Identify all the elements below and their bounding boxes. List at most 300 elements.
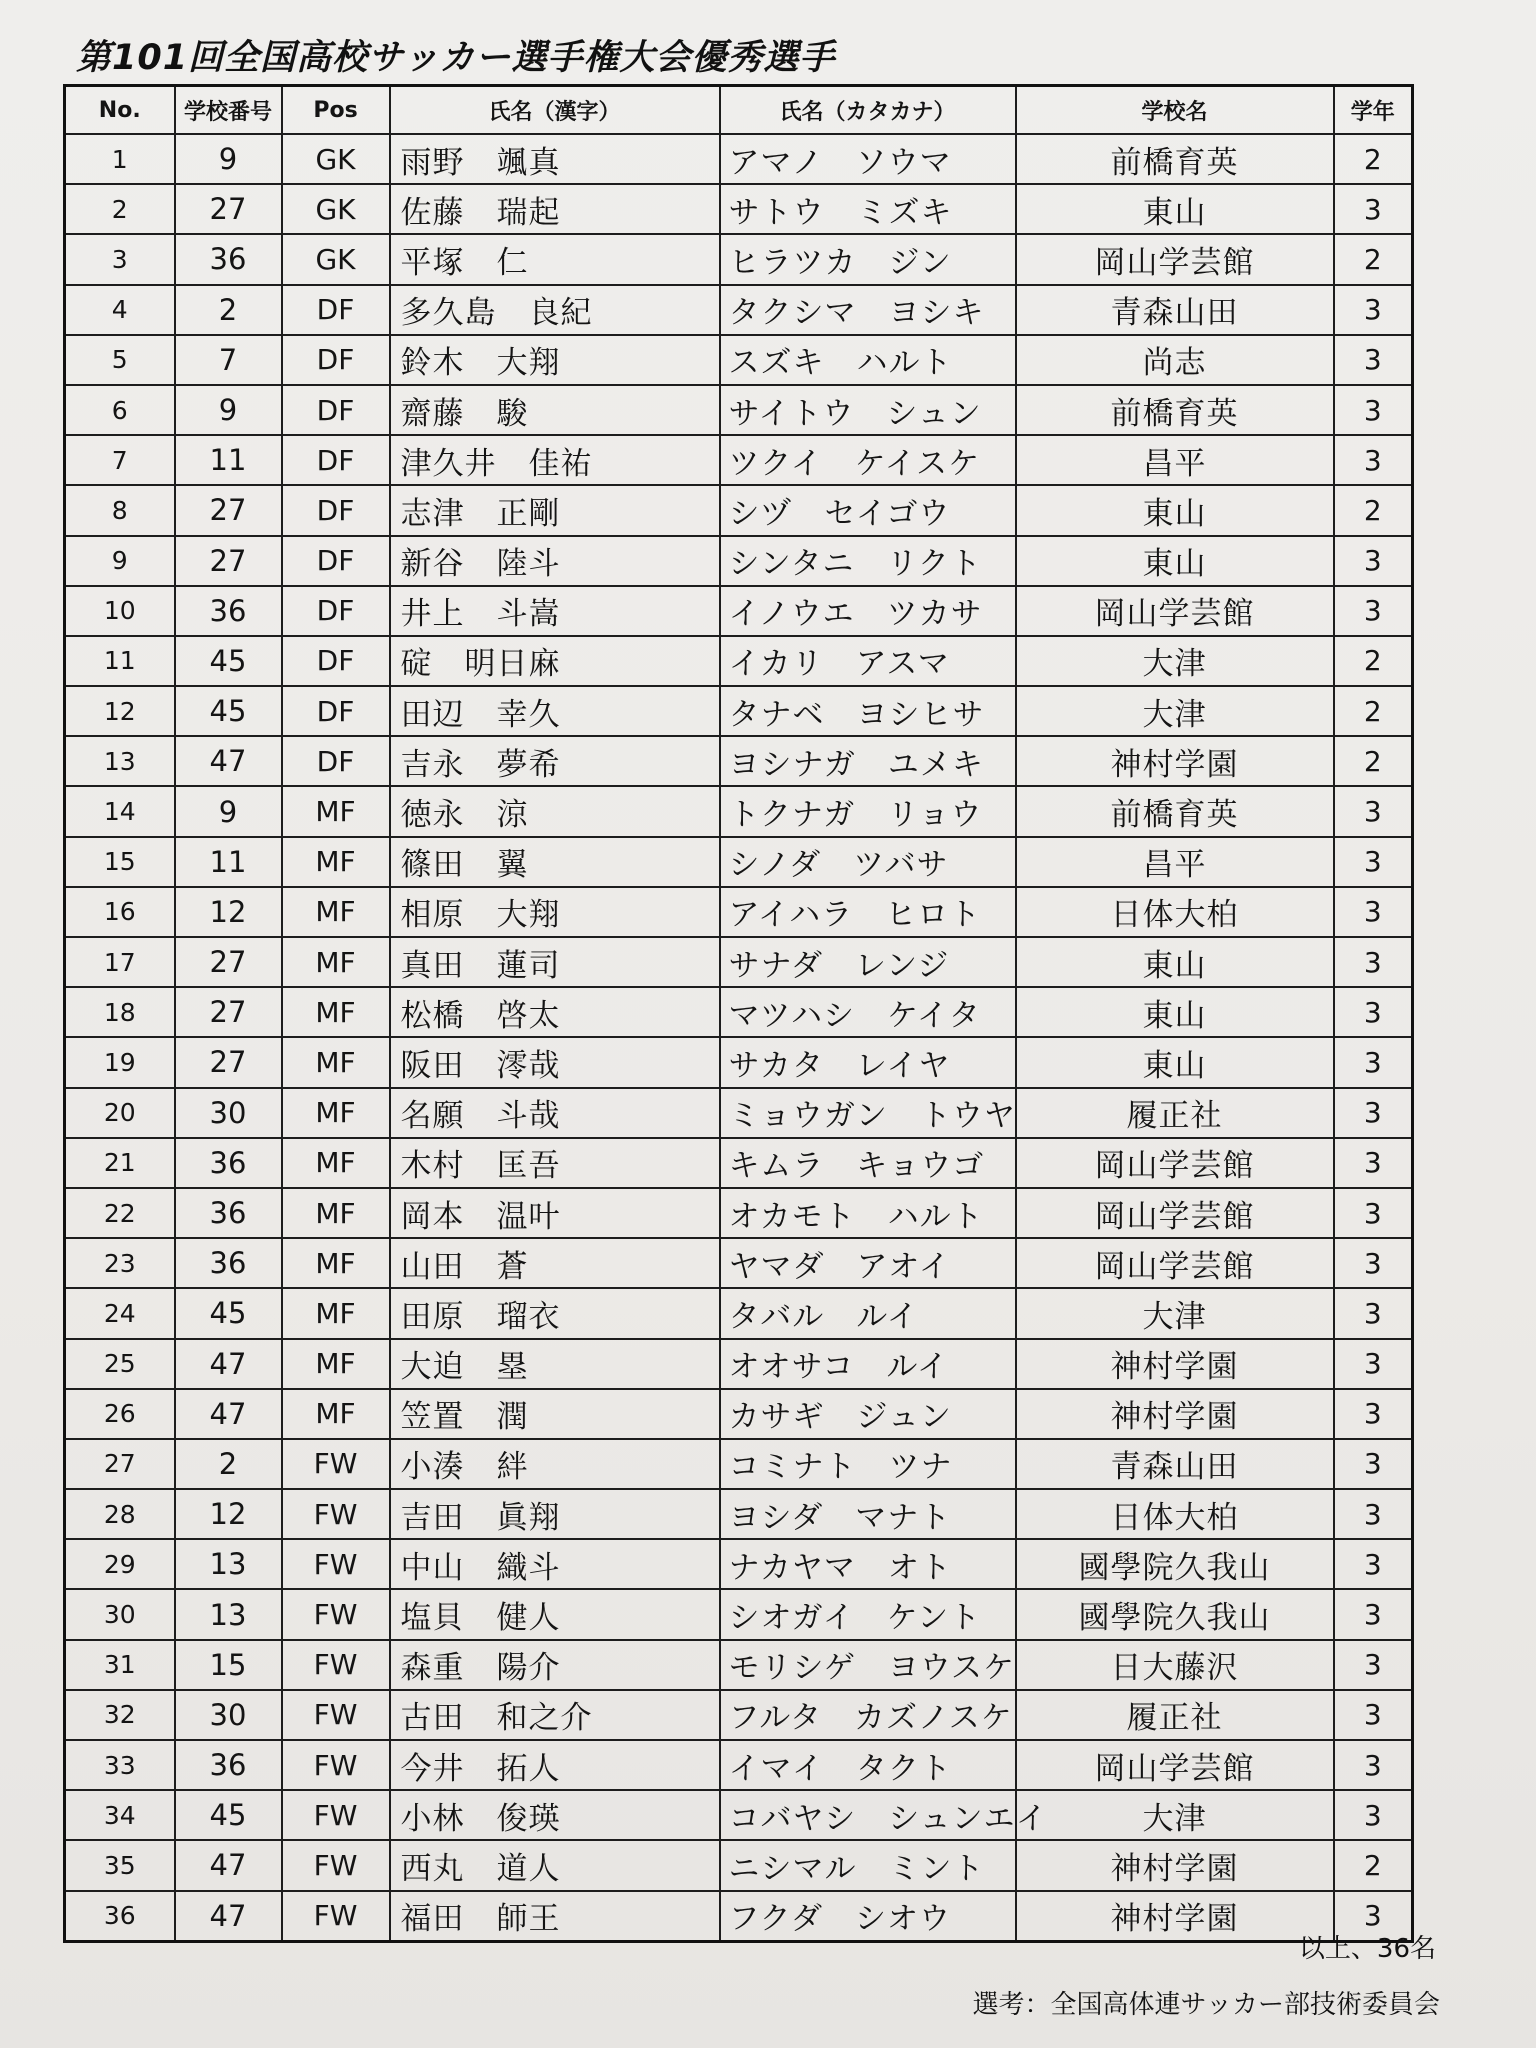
cell-grade: 3 xyxy=(1334,1539,1413,1589)
cell-name-kana: ツクイ ケイスケ xyxy=(720,435,1016,485)
cell-school-number: 9 xyxy=(175,385,282,435)
cell-school: 昌平 xyxy=(1016,435,1334,485)
cell-no: 1 xyxy=(65,134,175,184)
cell-name-kanji: 相原 大翔 xyxy=(390,887,720,937)
cell-name-kanji: 多久島 良紀 xyxy=(390,285,720,335)
table-row xyxy=(65,686,1413,736)
cell-name-kana: イノウエ ツカサ xyxy=(720,586,1016,636)
cell-pos: DF xyxy=(282,736,390,786)
cell-name-kanji: 山田 蒼 xyxy=(390,1238,720,1288)
cell-name-kanji: 小林 俊瑛 xyxy=(390,1790,720,1840)
cell-grade: 3 xyxy=(1334,1439,1413,1489)
cell-school-number: 36 xyxy=(175,1138,282,1188)
players-table xyxy=(63,84,1414,1943)
cell-pos: GK xyxy=(282,134,390,184)
cell-pos: FW xyxy=(282,1891,390,1942)
cell-no: 16 xyxy=(65,887,175,937)
cell-name-kana: ヨシダ マナト xyxy=(720,1489,1016,1539)
cell-name-kanji: 碇 明日麻 xyxy=(390,636,720,686)
cell-pos: MF xyxy=(282,937,390,987)
cell-pos: MF xyxy=(282,1138,390,1188)
cell-no: 18 xyxy=(65,987,175,1037)
cell-no: 10 xyxy=(65,586,175,636)
table-row xyxy=(65,1740,1413,1790)
cell-no: 17 xyxy=(65,937,175,987)
table-row xyxy=(65,536,1413,586)
cell-school-number: 13 xyxy=(175,1539,282,1589)
cell-grade: 3 xyxy=(1334,1640,1413,1690)
cell-name-kanji: 森重 陽介 xyxy=(390,1640,720,1690)
cell-pos: MF xyxy=(282,1238,390,1288)
cell-no: 2 xyxy=(65,184,175,234)
cell-no: 22 xyxy=(65,1188,175,1238)
cell-pos: DF xyxy=(282,536,390,586)
cell-name-kanji: 真田 蓮司 xyxy=(390,937,720,987)
cell-name-kanji: 吉永 夢希 xyxy=(390,736,720,786)
cell-no: 5 xyxy=(65,335,175,385)
cell-school-number: 47 xyxy=(175,1840,282,1890)
cell-name-kanji: 中山 織斗 xyxy=(390,1539,720,1589)
cell-grade: 3 xyxy=(1334,385,1413,435)
cell-pos: MF xyxy=(282,786,390,836)
cell-school: 岡山学芸館 xyxy=(1016,1138,1334,1188)
cell-grade: 3 xyxy=(1334,887,1413,937)
table-row xyxy=(65,1439,1413,1489)
cell-school-number: 45 xyxy=(175,1288,282,1338)
cell-no: 6 xyxy=(65,385,175,435)
cell-school-number: 13 xyxy=(175,1589,282,1639)
cell-grade: 3 xyxy=(1334,435,1413,485)
table-header-row xyxy=(65,86,1413,135)
cell-school-number: 36 xyxy=(175,1238,282,1288)
cell-grade: 3 xyxy=(1334,786,1413,836)
table-row xyxy=(65,1188,1413,1238)
cell-no: 19 xyxy=(65,1037,175,1087)
cell-school-number: 45 xyxy=(175,636,282,686)
cell-name-kanji: 福田 師王 xyxy=(390,1891,720,1942)
table-row xyxy=(65,1389,1413,1439)
table-row xyxy=(65,1288,1413,1338)
cell-no: 28 xyxy=(65,1489,175,1539)
cell-school: 國學院久我山 xyxy=(1016,1589,1334,1639)
cell-school: 神村学園 xyxy=(1016,1389,1334,1439)
cell-pos: GK xyxy=(282,234,390,284)
cell-pos: MF xyxy=(282,837,390,887)
cell-name-kanji: 齋藤 駿 xyxy=(390,385,720,435)
cell-name-kana: シオガイ ケント xyxy=(720,1589,1016,1639)
selection-committee-note: 選考：全国高体連サッカー部技術委員会 xyxy=(972,1990,1440,2020)
cell-name-kanji: 岡本 温叶 xyxy=(390,1188,720,1238)
cell-no: 7 xyxy=(65,435,175,485)
cell-name-kana: オオサコ ルイ xyxy=(720,1339,1016,1389)
cell-school: 前橋育英 xyxy=(1016,786,1334,836)
cell-name-kana: サカタ レイヤ xyxy=(720,1037,1016,1087)
cell-no: 9 xyxy=(65,536,175,586)
cell-name-kana: タバル ルイ xyxy=(720,1288,1016,1338)
cell-school: 東山 xyxy=(1016,485,1334,535)
cell-name-kana: イマイ タクト xyxy=(720,1740,1016,1790)
cell-name-kanji: 新谷 陸斗 xyxy=(390,536,720,586)
cell-name-kana: タクシマ ヨシキ xyxy=(720,285,1016,335)
cell-no: 4 xyxy=(65,285,175,335)
cell-grade: 3 xyxy=(1334,1288,1413,1338)
cell-school-number: 9 xyxy=(175,134,282,184)
table-row xyxy=(65,1088,1413,1138)
cell-grade: 2 xyxy=(1334,234,1413,284)
cell-pos: FW xyxy=(282,1589,390,1639)
table-row xyxy=(65,586,1413,636)
cell-school-number: 12 xyxy=(175,1489,282,1539)
table-row xyxy=(65,937,1413,987)
cell-pos: FW xyxy=(282,1489,390,1539)
cell-name-kanji: 井上 斗嵩 xyxy=(390,586,720,636)
cell-no: 34 xyxy=(65,1790,175,1840)
cell-school: 大津 xyxy=(1016,1790,1334,1840)
cell-name-kana: ヤマダ アオイ xyxy=(720,1238,1016,1288)
table-row xyxy=(65,285,1413,335)
cell-name-kana: タナベ ヨシヒサ xyxy=(720,686,1016,736)
cell-grade: 3 xyxy=(1334,1790,1413,1840)
cell-name-kana: アイハラ ヒロト xyxy=(720,887,1016,937)
cell-school: 前橋育英 xyxy=(1016,134,1334,184)
cell-school: 日体大柏 xyxy=(1016,887,1334,937)
cell-no: 36 xyxy=(65,1891,175,1942)
cell-no: 32 xyxy=(65,1690,175,1740)
cell-grade: 3 xyxy=(1334,1188,1413,1238)
cell-school: 日大藤沢 xyxy=(1016,1640,1334,1690)
cell-name-kanji: 名願 斗哉 xyxy=(390,1088,720,1138)
cell-name-kana: サトウ ミズキ xyxy=(720,184,1016,234)
cell-school: 日体大柏 xyxy=(1016,1489,1334,1539)
table-row xyxy=(65,1138,1413,1188)
table-row xyxy=(65,1891,1413,1942)
cell-name-kanji: 松橋 啓太 xyxy=(390,987,720,1037)
cell-school-number: 2 xyxy=(175,285,282,335)
cell-school-number: 9 xyxy=(175,786,282,836)
table-row xyxy=(65,1339,1413,1389)
players-table-wrapper xyxy=(63,84,1411,1943)
cell-name-kana: トクナガ リョウ xyxy=(720,786,1016,836)
table-row xyxy=(65,1238,1413,1288)
cell-grade: 2 xyxy=(1334,736,1413,786)
cell-no: 27 xyxy=(65,1439,175,1489)
cell-school: 神村学園 xyxy=(1016,1339,1334,1389)
cell-school: 履正社 xyxy=(1016,1088,1334,1138)
cell-school-number: 30 xyxy=(175,1690,282,1740)
cell-school: 昌平 xyxy=(1016,837,1334,887)
cell-school: 東山 xyxy=(1016,1037,1334,1087)
cell-name-kana: サナダ レンジ xyxy=(720,937,1016,987)
cell-name-kana: シヅ セイゴウ xyxy=(720,485,1016,535)
cell-school-number: 2 xyxy=(175,1439,282,1489)
cell-pos: FW xyxy=(282,1690,390,1740)
cell-school-number: 36 xyxy=(175,1188,282,1238)
cell-name-kanji: 志津 正剛 xyxy=(390,485,720,535)
cell-school-number: 47 xyxy=(175,1891,282,1942)
cell-no: 3 xyxy=(65,234,175,284)
header-school-number: 学校番号 xyxy=(175,86,282,135)
cell-no: 23 xyxy=(65,1238,175,1288)
cell-name-kanji: 笠置 潤 xyxy=(390,1389,720,1439)
cell-name-kanji: 徳永 涼 xyxy=(390,786,720,836)
cell-pos: DF xyxy=(282,586,390,636)
cell-school: 東山 xyxy=(1016,536,1334,586)
cell-grade: 3 xyxy=(1334,987,1413,1037)
cell-name-kana: コミナト ツナ xyxy=(720,1439,1016,1489)
cell-no: 24 xyxy=(65,1288,175,1338)
cell-no: 21 xyxy=(65,1138,175,1188)
cell-school: 岡山学芸館 xyxy=(1016,1740,1334,1790)
cell-grade: 3 xyxy=(1334,937,1413,987)
cell-pos: MF xyxy=(282,1188,390,1238)
cell-school-number: 30 xyxy=(175,1088,282,1138)
cell-grade: 3 xyxy=(1334,1088,1413,1138)
table-row xyxy=(65,636,1413,686)
cell-no: 20 xyxy=(65,1088,175,1138)
cell-pos: FW xyxy=(282,1740,390,1790)
cell-pos: DF xyxy=(282,435,390,485)
cell-name-kana: フクダ シオウ xyxy=(720,1891,1016,1942)
cell-no: 14 xyxy=(65,786,175,836)
cell-name-kana: カサギ ジュン xyxy=(720,1389,1016,1439)
table-row xyxy=(65,786,1413,836)
cell-no: 13 xyxy=(65,736,175,786)
cell-name-kana: オカモト ハルト xyxy=(720,1188,1016,1238)
cell-name-kana: コバヤシ シュンエイ xyxy=(720,1790,1016,1840)
table-row xyxy=(65,1539,1413,1589)
cell-pos: DF xyxy=(282,285,390,335)
cell-name-kanji: 今井 拓人 xyxy=(390,1740,720,1790)
cell-school-number: 45 xyxy=(175,1790,282,1840)
cell-name-kanji: 平塚 仁 xyxy=(390,234,720,284)
header-grade: 学年 xyxy=(1334,86,1413,135)
cell-pos: MF xyxy=(282,1088,390,1138)
cell-pos: FW xyxy=(282,1539,390,1589)
table-row xyxy=(65,1690,1413,1740)
cell-school-number: 36 xyxy=(175,586,282,636)
cell-grade: 3 xyxy=(1334,1389,1413,1439)
cell-school-number: 47 xyxy=(175,736,282,786)
cell-school: 神村学園 xyxy=(1016,1891,1334,1942)
cell-no: 12 xyxy=(65,686,175,736)
cell-grade: 3 xyxy=(1334,335,1413,385)
cell-no: 15 xyxy=(65,837,175,887)
cell-school: 岡山学芸館 xyxy=(1016,234,1334,284)
cell-school-number: 27 xyxy=(175,987,282,1037)
cell-school-number: 15 xyxy=(175,1640,282,1690)
table-row xyxy=(65,887,1413,937)
table-row xyxy=(65,736,1413,786)
header-no: No. xyxy=(65,86,175,135)
table-row xyxy=(65,1589,1413,1639)
cell-school-number: 27 xyxy=(175,485,282,535)
table-row xyxy=(65,234,1413,284)
cell-school-number: 47 xyxy=(175,1339,282,1389)
cell-pos: MF xyxy=(282,1037,390,1087)
cell-name-kana: ヒラツカ ジン xyxy=(720,234,1016,284)
cell-no: 26 xyxy=(65,1389,175,1439)
cell-grade: 3 xyxy=(1334,184,1413,234)
cell-name-kanji: 塩貝 健人 xyxy=(390,1589,720,1639)
header-name-kana: 氏名（カタカナ） xyxy=(720,86,1016,135)
cell-school-number: 27 xyxy=(175,536,282,586)
cell-name-kanji: 鈴木 大翔 xyxy=(390,335,720,385)
cell-school-number: 11 xyxy=(175,837,282,887)
cell-school-number: 27 xyxy=(175,184,282,234)
cell-school-number: 27 xyxy=(175,1037,282,1087)
cell-school-number: 45 xyxy=(175,686,282,736)
cell-grade: 2 xyxy=(1334,1840,1413,1890)
cell-school: 履正社 xyxy=(1016,1690,1334,1740)
table-row xyxy=(65,1790,1413,1840)
cell-pos: DF xyxy=(282,335,390,385)
table-row xyxy=(65,485,1413,535)
table-row xyxy=(65,1840,1413,1890)
cell-no: 33 xyxy=(65,1740,175,1790)
cell-grade: 2 xyxy=(1334,485,1413,535)
cell-name-kanji: 佐藤 瑞起 xyxy=(390,184,720,234)
cell-school: 岡山学芸館 xyxy=(1016,586,1334,636)
cell-name-kana: サイトウ シュン xyxy=(720,385,1016,435)
cell-name-kanji: 吉田 眞翔 xyxy=(390,1489,720,1539)
cell-pos: FW xyxy=(282,1840,390,1890)
table-row xyxy=(65,435,1413,485)
cell-name-kanji: 古田 和之介 xyxy=(390,1690,720,1740)
cell-pos: MF xyxy=(282,1288,390,1338)
cell-school: 大津 xyxy=(1016,636,1334,686)
cell-pos: FW xyxy=(282,1640,390,1690)
cell-pos: FW xyxy=(282,1439,390,1489)
cell-name-kana: ミョウガン トウヤ xyxy=(720,1088,1016,1138)
cell-pos: DF xyxy=(282,636,390,686)
cell-name-kana: シノダ ツバサ xyxy=(720,837,1016,887)
cell-name-kanji: 雨野 颯真 xyxy=(390,134,720,184)
cell-grade: 3 xyxy=(1334,1238,1413,1288)
cell-school: 東山 xyxy=(1016,937,1334,987)
cell-name-kana: フルタ カズノスケ xyxy=(720,1690,1016,1740)
cell-name-kanji: 田原 瑠衣 xyxy=(390,1288,720,1338)
cell-name-kana: シンタニ リクト xyxy=(720,536,1016,586)
total-count-note: 以上、36名 xyxy=(1298,1934,1436,1964)
cell-school: 岡山学芸館 xyxy=(1016,1188,1334,1238)
cell-school-number: 36 xyxy=(175,234,282,284)
cell-name-kanji: 小湊 絆 xyxy=(390,1439,720,1489)
cell-school: 東山 xyxy=(1016,987,1334,1037)
cell-name-kana: モリシゲ ヨウスケ xyxy=(720,1640,1016,1690)
cell-school-number: 47 xyxy=(175,1389,282,1439)
cell-name-kanji: 西丸 道人 xyxy=(390,1840,720,1890)
cell-school: 大津 xyxy=(1016,686,1334,736)
cell-name-kana: イカリ アスマ xyxy=(720,636,1016,686)
cell-no: 29 xyxy=(65,1539,175,1589)
cell-name-kanji: 大迫 塁 xyxy=(390,1339,720,1389)
cell-name-kana: ニシマル ミント xyxy=(720,1840,1016,1890)
cell-school: 神村学園 xyxy=(1016,1840,1334,1890)
cell-name-kanji: 津久井 佳祐 xyxy=(390,435,720,485)
cell-school: 青森山田 xyxy=(1016,285,1334,335)
cell-name-kanji: 阪田 澪哉 xyxy=(390,1037,720,1087)
cell-pos: MF xyxy=(282,1339,390,1389)
table-row xyxy=(65,184,1413,234)
cell-school-number: 27 xyxy=(175,937,282,987)
cell-grade: 2 xyxy=(1334,134,1413,184)
cell-school: 尚志 xyxy=(1016,335,1334,385)
cell-school-number: 36 xyxy=(175,1740,282,1790)
cell-no: 11 xyxy=(65,636,175,686)
cell-name-kanji: 木村 匡吾 xyxy=(390,1138,720,1188)
table-row xyxy=(65,987,1413,1037)
cell-school-number: 7 xyxy=(175,335,282,385)
cell-name-kana: スズキ ハルト xyxy=(720,335,1016,385)
table-row xyxy=(65,1489,1413,1539)
cell-pos: MF xyxy=(282,887,390,937)
cell-pos: DF xyxy=(282,686,390,736)
page-title: 第101回全国高校サッカー選手権大会優秀選手 xyxy=(76,38,836,78)
table-row xyxy=(65,1037,1413,1087)
cell-pos: FW xyxy=(282,1790,390,1840)
cell-grade: 3 xyxy=(1334,1891,1413,1942)
cell-school: 大津 xyxy=(1016,1288,1334,1338)
cell-pos: MF xyxy=(282,1389,390,1439)
cell-name-kanji: 田辺 幸久 xyxy=(390,686,720,736)
cell-grade: 3 xyxy=(1334,1690,1413,1740)
cell-grade: 3 xyxy=(1334,586,1413,636)
cell-grade: 3 xyxy=(1334,1589,1413,1639)
cell-grade: 2 xyxy=(1334,686,1413,736)
cell-school-number: 12 xyxy=(175,887,282,937)
cell-name-kanji: 篠田 翼 xyxy=(390,837,720,887)
cell-no: 31 xyxy=(65,1640,175,1690)
cell-school: 神村学園 xyxy=(1016,736,1334,786)
cell-no: 35 xyxy=(65,1840,175,1890)
cell-grade: 3 xyxy=(1334,1138,1413,1188)
table-row xyxy=(65,1640,1413,1690)
cell-grade: 3 xyxy=(1334,536,1413,586)
cell-name-kana: アマノ ソウマ xyxy=(720,134,1016,184)
cell-grade: 3 xyxy=(1334,1339,1413,1389)
cell-name-kana: ナカヤマ オト xyxy=(720,1539,1016,1589)
cell-no: 25 xyxy=(65,1339,175,1389)
table-row xyxy=(65,385,1413,435)
cell-pos: DF xyxy=(282,385,390,435)
cell-school: 東山 xyxy=(1016,184,1334,234)
cell-grade: 3 xyxy=(1334,837,1413,887)
cell-no: 30 xyxy=(65,1589,175,1639)
header-school: 学校名 xyxy=(1016,86,1334,135)
cell-pos: MF xyxy=(282,987,390,1037)
cell-grade: 2 xyxy=(1334,636,1413,686)
cell-grade: 3 xyxy=(1334,1740,1413,1790)
cell-name-kana: ヨシナガ ユメキ xyxy=(720,736,1016,786)
cell-grade: 3 xyxy=(1334,285,1413,335)
cell-school: 前橋育英 xyxy=(1016,385,1334,435)
cell-name-kana: キムラ キョウゴ xyxy=(720,1138,1016,1188)
table-row xyxy=(65,837,1413,887)
header-pos: Pos xyxy=(282,86,390,135)
cell-grade: 3 xyxy=(1334,1489,1413,1539)
cell-school: 岡山学芸館 xyxy=(1016,1238,1334,1288)
cell-name-kana: マツハシ ケイタ xyxy=(720,987,1016,1037)
cell-pos: GK xyxy=(282,184,390,234)
cell-school: 青森山田 xyxy=(1016,1439,1334,1489)
cell-grade: 3 xyxy=(1334,1037,1413,1087)
header-name-kanji: 氏名（漢字） xyxy=(390,86,720,135)
cell-school: 國學院久我山 xyxy=(1016,1539,1334,1589)
cell-pos: DF xyxy=(282,485,390,535)
cell-school-number: 11 xyxy=(175,435,282,485)
table-row xyxy=(65,335,1413,385)
table-row xyxy=(65,134,1413,184)
